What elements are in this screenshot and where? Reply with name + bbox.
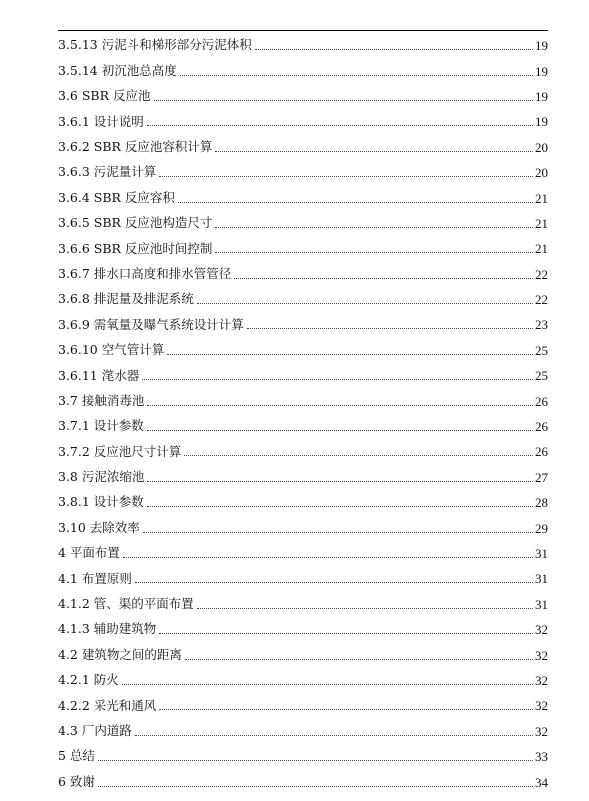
toc-entry-page-number: 19 [535,114,548,130]
toc-entry-title: 3.5.13 污泥斗和梯形部分污泥体积 [58,37,252,53]
toc-entry-title: 3.6.10 空气管计算 [58,342,165,358]
toc-entry-page-number: 25 [535,342,548,358]
toc-dot-leader [147,405,533,406]
toc-dot-leader [135,582,533,583]
toc-entry-title: 4.2.1 防火 [58,672,119,688]
toc-entry-title: 3.6.1 设计说明 [58,113,144,129]
toc-entry-title: 4 平面布置 [58,545,120,561]
toc-entry-page-number: 31 [535,546,548,561]
toc-entry[interactable] [58,84,548,109]
toc-entry-page-number: 20 [535,139,548,155]
toc-entry-page-number: 22 [535,292,548,308]
toc-entry-page-number: 32 [535,698,548,714]
toc-entry[interactable] [58,185,548,210]
toc-entry[interactable] [58,769,548,794]
toc-entry-page-number: 19 [535,88,548,104]
toc-entry[interactable] [58,592,548,617]
toc-dot-leader [98,760,533,761]
toc-entry-page-number: 28 [535,495,548,511]
toc-entry-title: 3.6.7 排水口高度和排水管管径 [58,265,232,281]
header-rule [58,30,548,31]
toc-entry[interactable] [58,719,548,744]
toc-entry-page-number: 29 [535,520,548,536]
toc-dot-leader [215,151,533,152]
toc-entry-title: 3.6.9 需氧量及曝气系统设计计算 [58,316,244,332]
toc-dot-leader [135,735,533,736]
toc-entry-title: 3.7 接触消毒池 [58,392,145,408]
toc-entry[interactable] [58,439,548,464]
toc-entry-title: 3.6.11 滗水器 [58,367,140,383]
toc-entry-page-number: 33 [535,749,548,765]
toc-dot-leader [154,100,534,101]
toc-entry-page-number: 31 [535,596,548,612]
toc-entry[interactable] [58,693,548,718]
toc-entry-title: 3.5.14 初沉池总高度 [58,62,177,78]
toc-entry[interactable] [58,617,548,642]
toc-dot-leader [215,252,533,253]
toc-entry-title: 3.7.2 反应池尺寸计算 [58,443,182,459]
toc-entry-page-number: 19 [535,63,548,79]
toc-entry-title: 3.6.5 SBR 反应池构造尺寸 [58,215,213,231]
toc-entry-page-number: 20 [535,165,548,181]
toc-dot-leader [234,278,533,279]
toc-entry-title: 5 总结 [58,748,95,764]
toc-entry-page-number: 21 [535,215,548,231]
toc-entry-page-number: 32 [535,622,548,638]
toc-entry[interactable] [58,33,548,58]
toc-entry-title: 3.6.2 SBR 反应池容积计算 [58,139,213,154]
toc-entry-page-number: 32 [535,647,548,663]
toc-dot-leader [142,379,533,380]
toc-entry[interactable] [58,135,548,160]
toc-entry[interactable] [58,211,548,236]
toc-entry-page-number: 27 [535,469,548,485]
toc-entry[interactable] [58,668,548,693]
toc-entry[interactable] [58,312,548,337]
toc-entry-title: 4.2.2 采光和通风 [58,697,157,713]
toc-entry[interactable] [58,338,548,363]
toc-dot-leader [215,227,533,228]
toc-dot-leader [159,176,533,177]
toc-entry[interactable] [58,541,548,566]
toc-dot-leader [98,786,533,787]
toc-entry[interactable] [58,465,548,490]
toc-entry-page-number: 32 [535,672,548,688]
toc-entry[interactable] [58,515,548,540]
toc-entry-page-number: 26 [535,393,548,409]
toc-entry-title: 3.8 污泥浓缩池 [58,469,145,485]
toc-entry[interactable] [58,744,548,769]
toc-dot-leader [185,659,533,660]
toc-dot-leader [147,430,533,431]
toc-entry[interactable] [58,287,548,312]
toc-entry-title: 3.6.8 排泥量及排泥系统 [58,291,194,307]
toc-entry-title: 3.10 去除效率 [58,519,140,535]
toc-entry-page-number: 22 [535,266,548,282]
toc-entry[interactable] [58,262,548,287]
toc-entry[interactable] [58,414,548,439]
toc-entry-page-number: 21 [535,190,548,206]
toc-dot-leader [247,328,533,329]
toc-dot-leader [159,709,533,710]
toc-entry-title: 4.1.2 管、渠的平面布置 [58,596,194,612]
toc-dot-leader [180,75,533,76]
toc-entry-page-number: 23 [535,317,548,333]
toc-entry[interactable] [58,642,548,667]
toc-entry[interactable] [58,109,548,134]
toc-entry-title: 4.1 布置原则 [58,570,132,586]
toc-entry-title: 4.2 建筑物之间的距离 [58,646,182,662]
toc-entry-page-number: 25 [535,368,548,384]
toc-entry-page-number: 26 [535,419,548,435]
toc-dot-leader [159,633,533,634]
toc-dot-leader [147,125,533,126]
toc-entry[interactable] [58,58,548,83]
toc-entry-title: 3.6 SBR 反应池 [58,88,151,104]
toc-entry[interactable] [58,388,548,413]
toc-entry-page-number: 32 [535,723,548,739]
toc-dot-leader [184,455,533,456]
toc-entry-page-number: 26 [535,444,548,460]
toc-dot-leader [147,506,533,507]
toc-entry[interactable] [58,236,548,261]
toc-dot-leader [143,532,533,533]
toc-entry[interactable] [58,490,548,515]
toc-entry[interactable] [58,566,548,591]
toc-dot-leader [167,354,533,355]
toc-entry-page-number: 21 [535,241,548,257]
toc-entry-title: 3.6.6 SBR 反应池时间控制 [58,240,213,256]
table-of-contents [58,33,548,795]
toc-entry-title: 3.8.1 设计参数 [58,494,144,510]
toc-dot-leader [197,303,533,304]
toc-entry-title: 3.6.3 污泥量计算 [58,164,157,180]
toc-entry-title: 3.7.1 设计参数 [58,418,144,434]
toc-entry-title: 4.1.3 辅助建筑物 [58,621,157,637]
toc-entry-page-number: 31 [535,571,548,587]
toc-entry-page-number: 19 [535,38,548,54]
toc-dot-leader [197,608,533,609]
toc-dot-leader [178,202,533,203]
toc-entry-title: 3.6.4 SBR 反应容积 [58,189,175,205]
toc-entry-page-number: 34 [535,774,548,790]
toc-entry-title: 4.3 厂内道路 [58,722,132,738]
toc-entry-title: 6 致谢 [58,773,95,789]
toc-entry[interactable] [58,160,548,185]
toc-dot-leader [123,557,533,558]
toc-dot-leader [147,481,533,482]
toc-entry[interactable] [58,363,548,388]
toc-dot-leader [122,684,533,685]
toc-dot-leader [255,49,533,50]
